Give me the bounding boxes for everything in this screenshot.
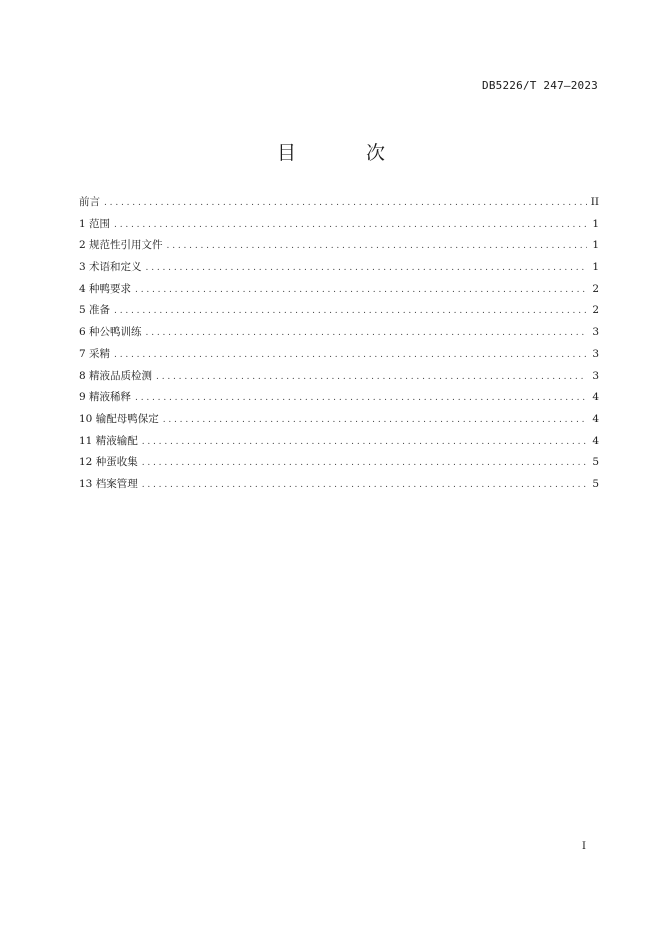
dot-leader	[146, 258, 587, 280]
toc-entry-page: 5	[592, 456, 599, 469]
dot-leader	[146, 323, 587, 345]
toc-title: 目 次	[276, 142, 418, 164]
toc-entry-label: 前言	[79, 196, 100, 208]
dot-leader	[135, 280, 587, 302]
toc-entry-drake-training[interactable]	[79, 322, 599, 344]
dot-leader	[167, 236, 587, 258]
dot-leader	[142, 475, 587, 497]
toc-entry-record-management[interactable]	[79, 474, 599, 496]
toc-entry-egg-collection[interactable]	[79, 452, 599, 474]
toc-entry-page: 2	[592, 282, 599, 295]
dot-leader	[163, 410, 587, 432]
toc-entry-label: 12 种蛋收集	[79, 456, 138, 469]
toc-entry-page: 1	[592, 239, 599, 252]
dot-leader	[142, 432, 587, 454]
toc-entry-normative-references[interactable]	[79, 235, 599, 257]
toc-entry-page: 4	[592, 412, 599, 425]
toc-entry-semen-collection[interactable]	[79, 344, 599, 366]
toc-entry-semen-dilution[interactable]	[79, 387, 599, 409]
page-number: I	[582, 841, 586, 852]
toc-entry-label: 10 输配母鸭保定	[79, 412, 159, 425]
toc-entry-page: 5	[592, 477, 599, 490]
dot-leader	[114, 215, 587, 237]
toc-entry-label: 3 术语和定义	[79, 261, 142, 274]
toc-entry-terms-definitions[interactable]	[79, 257, 599, 279]
toc-entry-label: 2 规范性引用文件	[79, 239, 163, 252]
toc-entry-page: 1	[592, 217, 599, 230]
toc-entry-insemination[interactable]	[79, 431, 599, 453]
toc-entry-label: 8 精液品质检测	[79, 369, 153, 382]
dot-leader	[104, 193, 587, 215]
table-of-contents	[79, 192, 599, 496]
toc-entry-page: 4	[592, 391, 599, 404]
toc-entry-label: 6 种公鸭训练	[79, 326, 142, 339]
dot-leader	[135, 388, 587, 410]
toc-entry-page: II	[590, 196, 599, 208]
toc-entry-page: 3	[592, 369, 599, 382]
toc-entry-label: 11 精液输配	[79, 434, 138, 447]
toc-entry-label: 7 采精	[79, 347, 111, 360]
dot-leader	[114, 345, 587, 367]
dot-leader	[142, 453, 587, 475]
dot-leader	[156, 367, 587, 389]
toc-entry-scope[interactable]	[79, 214, 599, 236]
toc-entry-semen-quality-testing[interactable]	[79, 366, 599, 388]
toc-entry-label: 13 档案管理	[79, 477, 138, 490]
toc-entry-duck-restraint[interactable]	[79, 409, 599, 431]
toc-entry-foreword[interactable]	[79, 192, 599, 214]
toc-entry-label: 9 精液稀释	[79, 391, 132, 404]
dot-leader	[114, 301, 587, 323]
toc-entry-page: 4	[592, 434, 599, 447]
document-code: DB5226/T 247—2023	[482, 79, 598, 92]
toc-entry-label: 1 范围	[79, 217, 111, 230]
toc-entry-page: 1	[592, 261, 599, 274]
toc-entry-page: 2	[592, 304, 599, 317]
toc-entry-preparation[interactable]	[79, 300, 599, 322]
toc-entry-page: 3	[592, 347, 599, 360]
toc-entry-page: 3	[592, 326, 599, 339]
toc-entry-label: 4 种鸭要求	[79, 282, 132, 295]
toc-entry-label: 5 准备	[79, 304, 111, 317]
toc-entry-breeder-requirements[interactable]	[79, 279, 599, 301]
